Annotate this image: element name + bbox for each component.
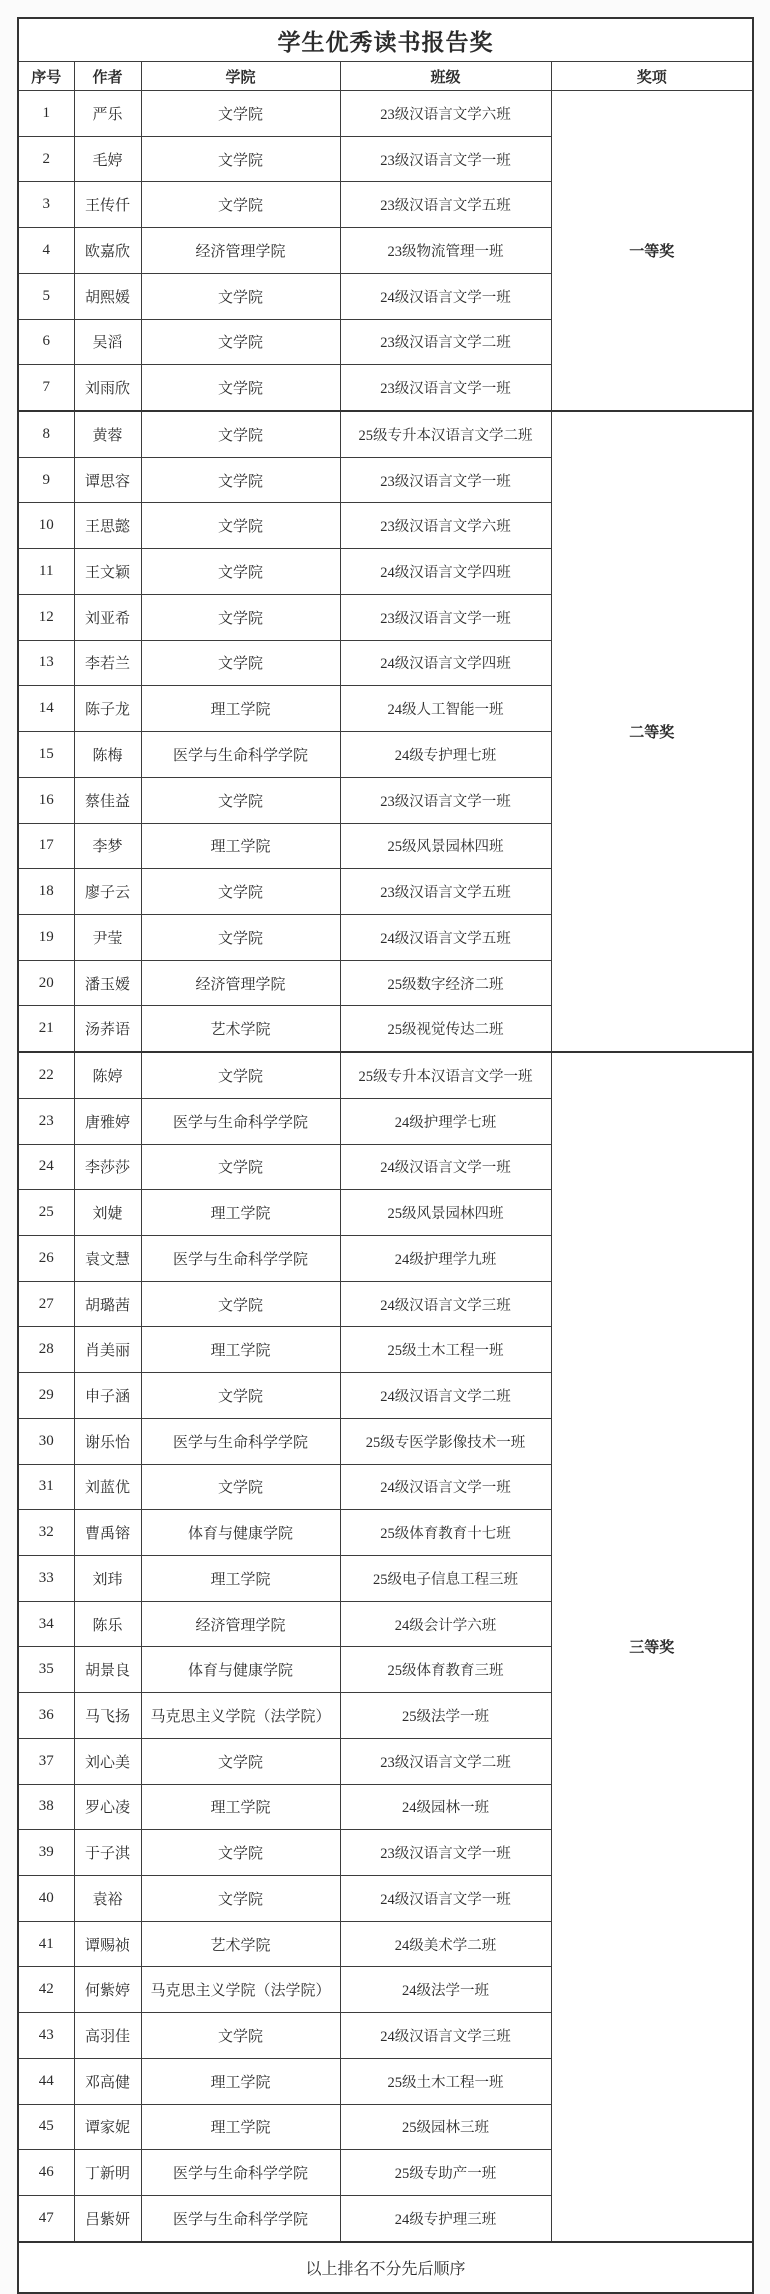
cell-college: 马克思主义学院（法学院）	[141, 1967, 340, 2013]
table-body	[18, 91, 753, 2242]
cell-class_name: 24级会计学六班	[340, 1601, 551, 1647]
table-title-row	[18, 18, 753, 62]
cell-name: 唐雅婷	[74, 1098, 141, 1144]
cell-college: 文学院	[141, 1144, 340, 1190]
cell-class_name: 24级汉语言文学一班	[340, 1876, 551, 1922]
cell-class_name: 24级汉语言文学三班	[340, 1281, 551, 1327]
cell-name: 欧嘉欣	[74, 228, 141, 274]
student-award-table	[17, 17, 754, 2294]
cell-no: 11	[18, 549, 74, 595]
cell-no: 1	[18, 91, 74, 137]
cell-college: 文学院	[141, 503, 340, 549]
cell-no: 10	[18, 503, 74, 549]
cell-college: 文学院	[141, 549, 340, 595]
cell-name: 毛婷	[74, 136, 141, 182]
award-group-cell: 二等奖	[551, 411, 753, 1052]
cell-name: 王思懿	[74, 503, 141, 549]
cell-no: 9	[18, 457, 74, 503]
cell-name: 罗心凌	[74, 1784, 141, 1830]
cell-name: 潘玉嫒	[74, 960, 141, 1006]
cell-college: 经济管理学院	[141, 228, 340, 274]
cell-class_name: 25级专医学影像技术一班	[340, 1418, 551, 1464]
cell-class_name: 24级专护理七班	[340, 732, 551, 778]
cell-name: 肖美丽	[74, 1327, 141, 1373]
cell-college: 医学与生命科学学院	[141, 2150, 340, 2196]
cell-college: 理工学院	[141, 2104, 340, 2150]
cell-name: 于子淇	[74, 1830, 141, 1876]
cell-no: 7	[18, 365, 74, 411]
cell-college: 文学院	[141, 640, 340, 686]
cell-no: 34	[18, 1601, 74, 1647]
cell-no: 27	[18, 1281, 74, 1327]
cell-college: 经济管理学院	[141, 960, 340, 1006]
cell-class_name: 25级风景园林四班	[340, 1190, 551, 1236]
cell-college: 文学院	[141, 1281, 340, 1327]
cell-college: 文学院	[141, 136, 340, 182]
footer-note: 以上排名不分先后顺序	[18, 2242, 753, 2293]
cell-name: 谭家妮	[74, 2104, 141, 2150]
cell-college: 文学院	[141, 869, 340, 915]
cell-name: 陈子龙	[74, 686, 141, 732]
cell-college: 文学院	[141, 182, 340, 228]
cell-class_name: 25级园林三班	[340, 2104, 551, 2150]
cell-class_name: 25级体育教育三班	[340, 1647, 551, 1693]
cell-name: 黄蓉	[74, 411, 141, 457]
cell-class_name: 24级汉语言文学四班	[340, 640, 551, 686]
cell-college: 体育与健康学院	[141, 1647, 340, 1693]
cell-class_name: 24级汉语言文学三班	[340, 2013, 551, 2059]
cell-class_name: 24级专护理三班	[340, 2196, 551, 2242]
cell-no: 30	[18, 1418, 74, 1464]
cell-name: 丁新明	[74, 2150, 141, 2196]
cell-name: 刘婕	[74, 1190, 141, 1236]
cell-class_name: 24级护理学九班	[340, 1235, 551, 1281]
cell-college: 文学院	[141, 319, 340, 365]
cell-college: 文学院	[141, 1373, 340, 1419]
cell-name: 谭思容	[74, 457, 141, 503]
cell-no: 19	[18, 914, 74, 960]
cell-class_name: 25级土木工程一班	[340, 2058, 551, 2104]
cell-no: 43	[18, 2013, 74, 2059]
cell-college: 医学与生命科学学院	[141, 1418, 340, 1464]
cell-college: 理工学院	[141, 1556, 340, 1602]
cell-no: 32	[18, 1510, 74, 1556]
cell-name: 王传仟	[74, 182, 141, 228]
cell-college: 医学与生命科学学院	[141, 1098, 340, 1144]
cell-name: 吕紫妍	[74, 2196, 141, 2242]
cell-class_name: 23级汉语言文学一班	[340, 457, 551, 503]
cell-class_name: 23级汉语言文学一班	[340, 136, 551, 182]
column-header-award: 奖项	[551, 62, 753, 91]
cell-college: 理工学院	[141, 1190, 340, 1236]
cell-no: 36	[18, 1693, 74, 1739]
cell-no: 46	[18, 2150, 74, 2196]
cell-name: 吴滔	[74, 319, 141, 365]
table-row	[18, 1052, 753, 1098]
cell-college: 理工学院	[141, 1784, 340, 1830]
cell-no: 40	[18, 1876, 74, 1922]
cell-name: 严乐	[74, 91, 141, 137]
cell-no: 38	[18, 1784, 74, 1830]
cell-class_name: 23级汉语言文学六班	[340, 503, 551, 549]
cell-name: 马飞扬	[74, 1693, 141, 1739]
cell-no: 42	[18, 1967, 74, 2013]
cell-name: 李若兰	[74, 640, 141, 686]
cell-no: 47	[18, 2196, 74, 2242]
cell-class_name: 24级汉语言文学五班	[340, 914, 551, 960]
cell-class_name: 23级汉语言文学二班	[340, 1738, 551, 1784]
cell-class_name: 24级汉语言文学二班	[340, 1373, 551, 1419]
cell-name: 申子涵	[74, 1373, 141, 1419]
cell-name: 高羽佳	[74, 2013, 141, 2059]
cell-college: 文学院	[141, 457, 340, 503]
cell-name: 陈梅	[74, 732, 141, 778]
cell-no: 41	[18, 1921, 74, 1967]
cell-class_name: 23级汉语言文学五班	[340, 182, 551, 228]
cell-name: 何紫婷	[74, 1967, 141, 2013]
cell-college: 医学与生命科学学院	[141, 1235, 340, 1281]
cell-no: 28	[18, 1327, 74, 1373]
cell-college: 文学院	[141, 2013, 340, 2059]
cell-college: 医学与生命科学学院	[141, 732, 340, 778]
cell-class_name: 25级专升本汉语言文学二班	[340, 411, 551, 457]
cell-class_name: 24级园林一班	[340, 1784, 551, 1830]
cell-name: 蔡佳益	[74, 777, 141, 823]
cell-college: 理工学院	[141, 2058, 340, 2104]
cell-college: 理工学院	[141, 823, 340, 869]
cell-no: 22	[18, 1052, 74, 1098]
cell-name: 谢乐怡	[74, 1418, 141, 1464]
cell-class_name: 24级汉语言文学一班	[340, 1144, 551, 1190]
cell-class_name: 25级法学一班	[340, 1693, 551, 1739]
cell-no: 17	[18, 823, 74, 869]
cell-name: 陈乐	[74, 1601, 141, 1647]
cell-college: 理工学院	[141, 686, 340, 732]
column-header-author: 作者	[74, 62, 141, 91]
cell-no: 13	[18, 640, 74, 686]
cell-college: 体育与健康学院	[141, 1510, 340, 1556]
cell-class_name: 24级人工智能一班	[340, 686, 551, 732]
cell-name: 袁文慧	[74, 1235, 141, 1281]
cell-name: 刘玮	[74, 1556, 141, 1602]
cell-no: 26	[18, 1235, 74, 1281]
cell-college: 文学院	[141, 777, 340, 823]
table-header-row	[18, 62, 753, 91]
cell-class_name: 24级汉语言文学四班	[340, 549, 551, 595]
cell-class_name: 24级美术学二班	[340, 1921, 551, 1967]
cell-no: 25	[18, 1190, 74, 1236]
cell-no: 33	[18, 1556, 74, 1602]
cell-class_name: 23级物流管理一班	[340, 228, 551, 274]
cell-no: 2	[18, 136, 74, 182]
cell-class_name: 23级汉语言文学一班	[340, 594, 551, 640]
cell-college: 文学院	[141, 1876, 340, 1922]
cell-college: 文学院	[141, 1464, 340, 1510]
cell-college: 经济管理学院	[141, 1601, 340, 1647]
award-group-cell: 三等奖	[551, 1052, 753, 2242]
cell-name: 胡璐茜	[74, 1281, 141, 1327]
cell-college: 文学院	[141, 594, 340, 640]
table-row	[18, 411, 753, 457]
cell-name: 刘蓝优	[74, 1464, 141, 1510]
cell-name: 邓高健	[74, 2058, 141, 2104]
cell-no: 6	[18, 319, 74, 365]
cell-name: 尹莹	[74, 914, 141, 960]
cell-name: 曹禹镕	[74, 1510, 141, 1556]
cell-no: 24	[18, 1144, 74, 1190]
cell-college: 文学院	[141, 914, 340, 960]
cell-class_name: 24级汉语言文学一班	[340, 1464, 551, 1510]
table-row	[18, 91, 753, 137]
cell-class_name: 25级专助产一班	[340, 2150, 551, 2196]
cell-no: 16	[18, 777, 74, 823]
column-header-class: 班级	[340, 62, 551, 91]
cell-no: 31	[18, 1464, 74, 1510]
cell-college: 文学院	[141, 91, 340, 137]
cell-name: 廖子云	[74, 869, 141, 915]
cell-college: 文学院	[141, 1830, 340, 1876]
cell-no: 39	[18, 1830, 74, 1876]
cell-no: 23	[18, 1098, 74, 1144]
cell-name: 谭赐祯	[74, 1921, 141, 1967]
cell-class_name: 25级土木工程一班	[340, 1327, 551, 1373]
cell-no: 5	[18, 273, 74, 319]
cell-class_name: 25级视觉传达二班	[340, 1006, 551, 1052]
cell-class_name: 24级汉语言文学一班	[340, 273, 551, 319]
cell-class_name: 23级汉语言文学一班	[340, 365, 551, 411]
cell-college: 文学院	[141, 1738, 340, 1784]
cell-name: 汤荞语	[74, 1006, 141, 1052]
cell-class_name: 25级体育教育十七班	[340, 1510, 551, 1556]
award-group-cell: 一等奖	[551, 91, 753, 412]
cell-name: 王文颖	[74, 549, 141, 595]
cell-no: 14	[18, 686, 74, 732]
cell-no: 4	[18, 228, 74, 274]
cell-college: 文学院	[141, 365, 340, 411]
cell-class_name: 25级专升本汉语言文学一班	[340, 1052, 551, 1098]
cell-class_name: 24级护理学七班	[340, 1098, 551, 1144]
cell-no: 21	[18, 1006, 74, 1052]
cell-name: 刘雨欣	[74, 365, 141, 411]
cell-name: 陈婷	[74, 1052, 141, 1098]
column-header-no: 序号	[18, 62, 74, 91]
cell-class_name: 23级汉语言文学二班	[340, 319, 551, 365]
cell-class_name: 23级汉语言文学六班	[340, 91, 551, 137]
cell-name: 袁裕	[74, 1876, 141, 1922]
cell-class_name: 25级电子信息工程三班	[340, 1556, 551, 1602]
cell-class_name: 23级汉语言文学一班	[340, 1830, 551, 1876]
cell-college: 艺术学院	[141, 1921, 340, 1967]
cell-college: 文学院	[141, 1052, 340, 1098]
cell-college: 文学院	[141, 411, 340, 457]
cell-college: 文学院	[141, 273, 340, 319]
cell-class_name: 25级数字经济二班	[340, 960, 551, 1006]
cell-no: 35	[18, 1647, 74, 1693]
cell-college: 理工学院	[141, 1327, 340, 1373]
cell-no: 18	[18, 869, 74, 915]
cell-class_name: 25级风景园林四班	[340, 823, 551, 869]
column-header-college: 学院	[141, 62, 340, 91]
cell-class_name: 23级汉语言文学一班	[340, 777, 551, 823]
cell-college: 艺术学院	[141, 1006, 340, 1052]
cell-no: 45	[18, 2104, 74, 2150]
cell-name: 李莎莎	[74, 1144, 141, 1190]
page-title: 学生优秀读书报告奖	[18, 18, 753, 62]
cell-college: 医学与生命科学学院	[141, 2196, 340, 2242]
cell-no: 3	[18, 182, 74, 228]
cell-class_name: 23级汉语言文学五班	[340, 869, 551, 915]
cell-no: 20	[18, 960, 74, 1006]
cell-college: 马克思主义学院（法学院）	[141, 1693, 340, 1739]
cell-no: 8	[18, 411, 74, 457]
cell-name: 刘亚希	[74, 594, 141, 640]
table-footer-row	[18, 2242, 753, 2293]
cell-no: 44	[18, 2058, 74, 2104]
cell-no: 12	[18, 594, 74, 640]
cell-no: 37	[18, 1738, 74, 1784]
cell-name: 胡熙媛	[74, 273, 141, 319]
cell-name: 胡景良	[74, 1647, 141, 1693]
cell-class_name: 24级法学一班	[340, 1967, 551, 2013]
cell-no: 15	[18, 732, 74, 778]
cell-no: 29	[18, 1373, 74, 1419]
cell-name: 李梦	[74, 823, 141, 869]
cell-name: 刘心美	[74, 1738, 141, 1784]
